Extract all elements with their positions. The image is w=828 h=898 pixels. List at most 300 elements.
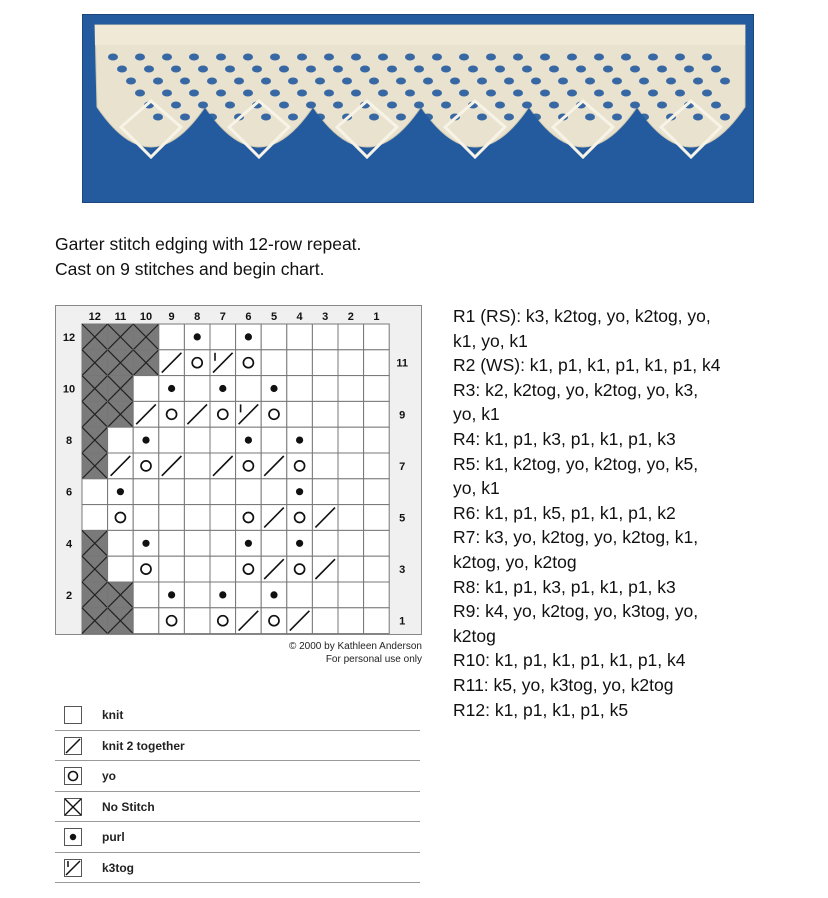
eyelet-hole <box>531 78 541 85</box>
chart-cell <box>312 324 338 350</box>
eyelet-hole <box>495 66 505 73</box>
chart-cell <box>338 530 364 556</box>
row-number: 11 <box>396 357 409 370</box>
chart-cell <box>364 453 390 479</box>
instruction-line: R9: k4, yo, k2tog, yo, k3tog, yo, <box>453 601 699 622</box>
eyelet-hole <box>198 102 208 109</box>
chart-cell <box>364 556 390 582</box>
eyelet-hole <box>639 78 649 85</box>
instruction-line: R7: k3, yo, k2tog, yo, k2tog, k1, <box>453 527 699 548</box>
chart-cell <box>261 350 287 376</box>
chart-cell <box>236 453 262 479</box>
chart-cell <box>261 479 287 505</box>
eyelet-hole <box>315 78 325 85</box>
eyelet-hole <box>144 66 154 73</box>
eyelet-hole <box>153 78 163 85</box>
chart-cell <box>338 350 364 376</box>
column-number: 1 <box>373 311 380 323</box>
eyelet-hole <box>522 66 532 73</box>
eyelet-hole <box>180 114 190 121</box>
chart-cell <box>338 324 364 350</box>
chart-cell <box>261 427 287 453</box>
eyelet-hole <box>567 90 577 97</box>
eyelet-hole <box>414 102 424 109</box>
eyelet-hole <box>369 114 379 121</box>
chart-cell <box>364 479 390 505</box>
eyelet-hole <box>486 90 496 97</box>
eyelet-hole <box>594 54 604 61</box>
eyelet-hole <box>576 66 586 73</box>
chart-cell <box>82 479 108 505</box>
chart-cell <box>338 608 364 634</box>
eyelet-hole <box>630 66 640 73</box>
chart-cell <box>159 608 185 634</box>
eyelet-hole <box>432 90 442 97</box>
column-number: 12 <box>88 311 101 323</box>
eyelet-hole <box>432 54 442 61</box>
eyelet-hole <box>171 66 181 73</box>
chart-cell <box>210 505 236 531</box>
eyelet-hole <box>342 78 352 85</box>
chart-cell <box>364 608 390 634</box>
purl-mark <box>142 437 149 444</box>
eyelet-hole <box>549 66 559 73</box>
row-number: 3 <box>399 564 406 577</box>
eyelet-hole <box>567 54 577 61</box>
eyelet-hole <box>603 66 613 73</box>
column-number: 6 <box>245 311 252 323</box>
legend-label-purl: purl <box>102 830 125 844</box>
row-number: 5 <box>399 512 406 525</box>
chart-cell <box>287 505 313 531</box>
column-number: 11 <box>114 311 127 323</box>
chart-cell <box>312 453 338 479</box>
eyelet-hole <box>720 78 730 85</box>
chart-cell <box>312 608 338 634</box>
eyelet-hole <box>504 114 514 121</box>
copyright-line-2: For personal use only <box>325 654 422 665</box>
chart-cell <box>210 608 236 634</box>
eyelet-hole <box>207 114 217 121</box>
chart-cell <box>312 582 338 608</box>
eyelet-hole <box>135 90 145 97</box>
purl-mark <box>245 437 252 444</box>
eyelet-hole <box>495 102 505 109</box>
chart-legend <box>55 700 420 883</box>
eyelet-hole <box>630 102 640 109</box>
eyelet-hole <box>171 102 181 109</box>
chart-cell <box>108 530 134 556</box>
instruction-line: k2tog <box>453 625 496 646</box>
purl-mark <box>270 385 277 392</box>
eyelet-hole <box>477 78 487 85</box>
chart-cell <box>364 376 390 402</box>
eyelet-hole <box>693 114 703 121</box>
instruction-line: R8: k1, p1, k3, p1, k1, p1, k3 <box>453 576 676 597</box>
eyelet-hole <box>486 54 496 61</box>
eyelet-hole <box>243 54 253 61</box>
purl-mark <box>142 540 149 547</box>
instruction-line: R4: k1, p1, k3, p1, k1, p1, k3 <box>453 428 676 449</box>
instruction-line: R5: k1, k2tog, yo, k2tog, yo, k5, <box>453 453 699 474</box>
eyelet-hole <box>360 66 370 73</box>
chart-cell <box>159 505 185 531</box>
chart-cell <box>184 453 210 479</box>
column-number: 4 <box>296 311 303 323</box>
copyright-line-1: © 2000 by Kathleen Anderson <box>288 641 422 652</box>
chart-cell <box>133 479 159 505</box>
chart-cell <box>236 556 262 582</box>
eyelet-hole <box>387 102 397 109</box>
chart-cell <box>236 505 262 531</box>
row-number: 2 <box>65 589 73 602</box>
eyelet-hole <box>189 54 199 61</box>
chart-cell <box>364 530 390 556</box>
chart-cell <box>261 608 287 634</box>
chart-cell <box>261 401 287 427</box>
legend-label-yo: yo <box>102 769 117 783</box>
legend-row-k3tog <box>55 853 420 884</box>
instruction-line: R12: k1, p1, k1, p1, k5 <box>453 699 629 720</box>
chart-cell <box>133 556 159 582</box>
eyelet-hole <box>684 66 694 73</box>
chart-cell <box>364 324 390 350</box>
intro-text <box>55 232 361 282</box>
chart-cell <box>108 427 134 453</box>
eyelet-hole <box>324 90 334 97</box>
eyelet-hole <box>351 54 361 61</box>
chart-cell <box>210 556 236 582</box>
chart-cell <box>133 453 159 479</box>
eyelet-hole <box>207 78 217 85</box>
eyelet-hole <box>612 114 622 121</box>
eyelet-hole <box>441 102 451 109</box>
eyelet-hole <box>351 90 361 97</box>
eyelet-hole <box>288 78 298 85</box>
eyelet-hole <box>297 54 307 61</box>
chart-cell <box>364 401 390 427</box>
chart-cell <box>184 350 210 376</box>
eyelet-hole <box>639 114 649 121</box>
legend-label-k2tog: knit 2 together <box>102 738 185 753</box>
chart-cell <box>133 582 159 608</box>
chart-cell <box>236 376 262 402</box>
legend-label-knit: knit <box>102 708 124 722</box>
eyelet-hole <box>135 54 145 61</box>
eyelet-hole <box>702 90 712 97</box>
eyelet-hole <box>603 102 613 109</box>
row-number: 12 <box>62 331 76 344</box>
eyelet-hole <box>540 54 550 61</box>
chart-cell <box>287 324 313 350</box>
eyelet-hole <box>306 66 316 73</box>
chart-cell <box>159 530 185 556</box>
chart-cell <box>338 556 364 582</box>
eyelet-hole <box>234 78 244 85</box>
eyelet-hole <box>306 102 316 109</box>
eyelet-hole <box>441 66 451 73</box>
purl-mark <box>168 385 175 392</box>
eyelet-hole <box>405 54 415 61</box>
eyelet-hole <box>711 102 721 109</box>
purl-mark <box>194 333 201 340</box>
chart-cell <box>184 530 210 556</box>
eyelet-hole <box>720 114 730 121</box>
chart-cell <box>364 427 390 453</box>
eyelet-hole <box>468 66 478 73</box>
purl-mark <box>219 591 226 598</box>
row-number: 10 <box>62 383 76 396</box>
chart-cell <box>133 505 159 531</box>
eyelet-hole <box>657 102 667 109</box>
row-number: 1 <box>399 615 406 628</box>
eyelet-hole <box>621 90 631 97</box>
chart-cell <box>338 376 364 402</box>
purl-mark <box>270 591 277 598</box>
chart-cell <box>364 350 390 376</box>
column-number: 7 <box>219 311 226 323</box>
eyelet-hole <box>288 114 298 121</box>
chart-grid <box>56 306 423 636</box>
eyelet-hole <box>279 66 289 73</box>
eyelet-hole <box>270 90 280 97</box>
eyelet-hole <box>396 114 406 121</box>
eyelet-hole <box>648 54 658 61</box>
eyelet-hole <box>369 78 379 85</box>
chart-cell <box>364 505 390 531</box>
chart-cell <box>287 582 313 608</box>
instruction-line: k2tog, yo, k2tog <box>453 551 577 572</box>
instruction-line: R2 (WS): k1, p1, k1, p1, k1, p1, k4 <box>453 355 721 376</box>
row-number: 4 <box>65 538 73 551</box>
chart-cell <box>287 401 313 427</box>
x-icon <box>64 798 82 816</box>
instruction-line: R1 (RS): k3, k2tog, yo, k2tog, yo, <box>453 306 711 326</box>
column-number: 9 <box>168 311 175 323</box>
chart-cell <box>210 401 236 427</box>
legend-row-yo <box>55 761 420 792</box>
eyelet-hole <box>666 78 676 85</box>
eyelet-hole <box>378 54 388 61</box>
chart-cell <box>184 376 210 402</box>
eyelet-hole <box>513 90 523 97</box>
column-number: 5 <box>270 311 278 323</box>
eyelet-hole <box>108 54 118 61</box>
instruction-line: yo, k1 <box>453 404 500 425</box>
row-instructions <box>453 304 823 722</box>
chart-cell <box>236 479 262 505</box>
chart-cell <box>159 556 185 582</box>
chart-cell <box>184 582 210 608</box>
chart-cell <box>184 427 210 453</box>
lace-edging-photo <box>82 14 754 203</box>
eyelet-hole <box>504 78 514 85</box>
eyelet-hole <box>126 78 136 85</box>
eyelet-hole <box>675 54 685 61</box>
chart-cell <box>364 582 390 608</box>
column-number: 2 <box>347 311 354 323</box>
eyelet-hole <box>648 90 658 97</box>
chart-cell <box>261 324 287 350</box>
eyelet-hole <box>657 66 667 73</box>
eyelet-hole <box>450 78 460 85</box>
intro-line-2: Cast on 9 stitches and begin chart. <box>55 259 325 279</box>
eyelet-hole <box>216 90 226 97</box>
slash-icon <box>64 737 82 755</box>
row-number: 9 <box>399 409 406 422</box>
eyelet-hole <box>396 78 406 85</box>
eyelet-hole <box>423 78 433 85</box>
eyelet-hole <box>162 54 172 61</box>
chart-cell <box>338 427 364 453</box>
instruction-line: R3: k2, k2tog, yo, k2tog, yo, k3, <box>453 379 699 400</box>
eyelet-hole <box>585 114 595 121</box>
instruction-line: R10: k1, p1, k1, p1, k1, p1, k4 <box>453 650 686 671</box>
chart-cell <box>338 582 364 608</box>
legend-label-no-stitch: No Stitch <box>102 799 155 814</box>
lace-top-band <box>95 25 745 45</box>
eyelet-hole <box>459 54 469 61</box>
row-number: 7 <box>399 460 406 473</box>
k3tog-icon <box>64 859 82 877</box>
chart-cell <box>184 505 210 531</box>
purl-mark <box>245 333 252 340</box>
eyelet-hole <box>612 78 622 85</box>
eyelet-hole <box>558 78 568 85</box>
eyelet-hole <box>216 54 226 61</box>
blank-square-icon <box>64 706 82 724</box>
eyelet-hole <box>621 54 631 61</box>
eyelet-hole <box>540 90 550 97</box>
chart-cell <box>159 479 185 505</box>
legend-row-no-stitch <box>55 792 420 823</box>
chart-cell <box>184 479 210 505</box>
purl-mark <box>296 540 303 547</box>
chart-cell <box>338 505 364 531</box>
chart-cell <box>82 505 108 531</box>
eyelet-hole <box>531 114 541 121</box>
lace-edging-illustration <box>83 15 754 203</box>
eyelet-hole <box>261 78 271 85</box>
knitting-chart <box>55 305 422 635</box>
row-number: 6 <box>65 486 73 499</box>
circle-icon <box>64 767 82 785</box>
chart-cell <box>287 350 313 376</box>
chart-cell <box>312 530 338 556</box>
instruction-line: R6: k1, p1, k5, p1, k1, p1, k2 <box>453 502 676 523</box>
chart-cell <box>338 479 364 505</box>
legend-row-purl <box>55 822 420 853</box>
eyelet-hole <box>405 90 415 97</box>
chart-cell <box>312 350 338 376</box>
copyright-note <box>222 640 422 666</box>
chart-cell <box>210 324 236 350</box>
purl-mark <box>245 540 252 547</box>
chart-cell <box>338 453 364 479</box>
eyelet-hole <box>279 102 289 109</box>
eyelet-hole <box>297 90 307 97</box>
dot-icon <box>64 828 82 846</box>
chart-cell <box>287 556 313 582</box>
eyelet-hole <box>513 54 523 61</box>
chart-cell <box>312 427 338 453</box>
eyelet-hole <box>162 90 172 97</box>
intro-line-1: Garter stitch edging with 12-row repeat. <box>55 234 362 254</box>
chart-cell <box>133 608 159 634</box>
eyelet-hole <box>522 102 532 109</box>
legend-row-k2tog <box>55 731 420 762</box>
purl-mark <box>168 591 175 598</box>
instruction-line: yo, k1 <box>453 478 500 499</box>
eyelet-hole <box>459 90 469 97</box>
row-number: 8 <box>65 435 73 448</box>
chart-cell <box>312 479 338 505</box>
chart-cell <box>184 556 210 582</box>
chart-cell <box>159 324 185 350</box>
eyelet-hole <box>702 54 712 61</box>
purl-mark <box>296 437 303 444</box>
purl-mark <box>117 488 124 495</box>
eyelet-hole <box>414 66 424 73</box>
chart-cell <box>159 401 185 427</box>
eyelet-hole <box>180 78 190 85</box>
chart-cell <box>210 479 236 505</box>
eyelet-hole <box>711 66 721 73</box>
eyelet-hole <box>270 54 280 61</box>
eyelet-hole <box>243 90 253 97</box>
column-number: 10 <box>139 311 153 323</box>
eyelet-hole <box>585 78 595 85</box>
eyelet-hole <box>594 90 604 97</box>
chart-cell <box>287 453 313 479</box>
eyelet-hole <box>189 90 199 97</box>
legend-label-k3tog: k3tog <box>102 860 135 875</box>
chart-cell <box>108 505 134 531</box>
chart-cell <box>312 376 338 402</box>
chart-cell <box>236 350 262 376</box>
eyelet-hole <box>117 66 127 73</box>
eyelet-hole <box>198 66 208 73</box>
chart-cell <box>210 427 236 453</box>
eyelet-hole <box>549 102 559 109</box>
eyelet-hole <box>315 114 325 121</box>
eyelet-hole <box>324 54 334 61</box>
legend-row-knit <box>55 700 420 731</box>
purl-mark <box>219 385 226 392</box>
chart-cell <box>159 427 185 453</box>
chart-cell <box>108 556 134 582</box>
eyelet-hole <box>423 114 433 121</box>
eyelet-hole <box>261 114 271 121</box>
eyelet-hole <box>387 66 397 73</box>
chart-cell <box>261 530 287 556</box>
instruction-line: R11: k5, yo, k3tog, yo, k2tog <box>453 674 674 695</box>
eyelet-hole <box>252 66 262 73</box>
chart-cell <box>236 582 262 608</box>
eyelet-hole <box>153 114 163 121</box>
chart-cell <box>287 376 313 402</box>
eyelet-hole <box>225 102 235 109</box>
eyelet-hole <box>225 66 235 73</box>
instruction-line: k1, yo, k1 <box>453 330 528 351</box>
eyelet-hole <box>378 90 388 97</box>
column-number: 3 <box>322 311 329 323</box>
eyelet-hole <box>477 114 487 121</box>
chart-cell <box>210 530 236 556</box>
eyelet-hole <box>333 102 343 109</box>
column-number: 8 <box>194 311 201 323</box>
chart-cell <box>184 608 210 634</box>
